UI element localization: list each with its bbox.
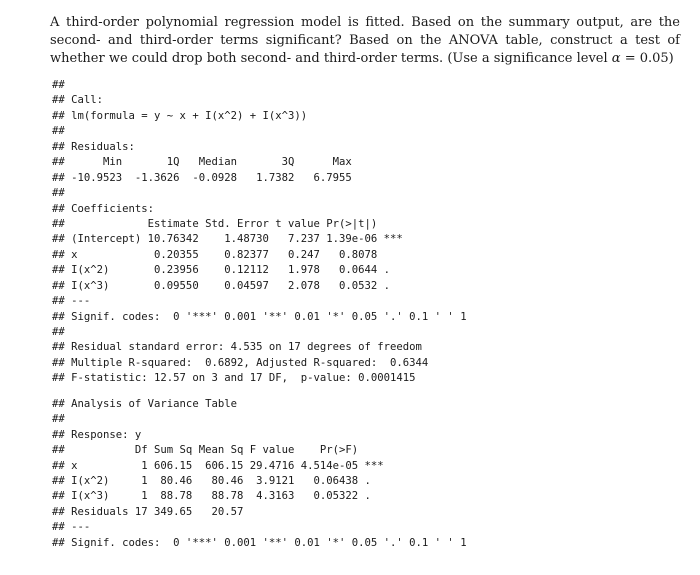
summary-line: ## -10.9523 -1.3626 -0.0928 1.7382 6.7955 bbox=[52, 171, 352, 184]
summary-line: ## x 0.20355 0.82377 0.247 0.8078 bbox=[52, 248, 378, 261]
anova-line: ## --- bbox=[52, 521, 91, 534]
summary-line: ## bbox=[52, 125, 65, 138]
question-text-main: A third-order polynomial regression model is fitted. Based on the summary output, are the second- and third-order terms significant? Based on the ANOVA table, construct a test of whether we could drop both second- and third-order terms. (Use a significance level bbox=[50, 15, 680, 66]
summary-line: ## Call: bbox=[52, 94, 104, 107]
anova-line: ## bbox=[52, 413, 65, 426]
question-text-tail: = 0.05) bbox=[620, 51, 674, 66]
alpha-symbol: α bbox=[611, 51, 621, 66]
anova-line: ## I(x^2) 1 80.46 80.46 3.9121 0.06438 . bbox=[52, 474, 371, 487]
regression-summary-block bbox=[52, 78, 692, 387]
anova-line: ## Signif. codes: 0 '***' 0.001 '**' 0.01 '*' 0.05 '.' 0.1 ' ' 1 bbox=[52, 536, 467, 549]
summary-line: ## I(x^2) 0.23956 0.12112 1.978 0.0644 . bbox=[52, 264, 391, 277]
summary-line: ## bbox=[52, 79, 65, 91]
summary-line: ## bbox=[52, 326, 65, 338]
summary-line: ## Signif. codes: 0 '***' 0.001 '**' 0.01 '*' 0.05 '.' 0.1 ' ' 1 bbox=[52, 310, 467, 323]
question-text bbox=[50, 14, 680, 68]
summary-line: ## lm(formula = y ~ x + I(x^2) + I(x^3)) bbox=[52, 109, 308, 122]
summary-line: ## Residual standard error: 4.535 on 17 degrees of freedom bbox=[52, 341, 422, 354]
summary-line: ## bbox=[52, 187, 65, 200]
summary-line: ## F-statistic: 12.57 on 3 and 17 DF, p-value: 0.0001415 bbox=[52, 372, 416, 385]
summary-line: ## (Intercept) 10.76342 1.48730 7.237 1.39e-06 *** bbox=[52, 233, 403, 246]
summary-line: ## --- bbox=[52, 295, 91, 308]
anova-line: ## I(x^3) 1 88.78 88.78 4.3163 0.05322 . bbox=[52, 490, 371, 503]
summary-line: ## Min 1Q Median 3Q Max bbox=[52, 156, 352, 169]
summary-line: ## Coefficients: bbox=[52, 202, 155, 215]
anova-line: ## x 1 606.15 606.15 29.4716 4.514e-05 *** bbox=[52, 459, 384, 472]
anova-line: ## Response: y bbox=[52, 428, 142, 441]
anova-line: ## Analysis of Variance Table bbox=[52, 397, 237, 410]
anova-line: ## Df Sum Sq Mean Sq F value Pr(>F) bbox=[52, 444, 359, 457]
summary-line: ## I(x^3) 0.09550 0.04597 2.078 0.0532 . bbox=[52, 279, 391, 292]
r-output bbox=[52, 78, 692, 551]
summary-line: ## Estimate Std. Error t value Pr(>|t|) bbox=[52, 217, 378, 230]
summary-line: ## Multiple R-squared: 0.6892, Adjusted R-squared: 0.6344 bbox=[52, 356, 429, 369]
anova-table-block bbox=[52, 397, 692, 551]
block-spacer bbox=[52, 387, 692, 397]
summary-line: ## Residuals: bbox=[52, 140, 135, 153]
anova-line: ## Residuals 17 349.65 20.57 bbox=[52, 505, 244, 518]
